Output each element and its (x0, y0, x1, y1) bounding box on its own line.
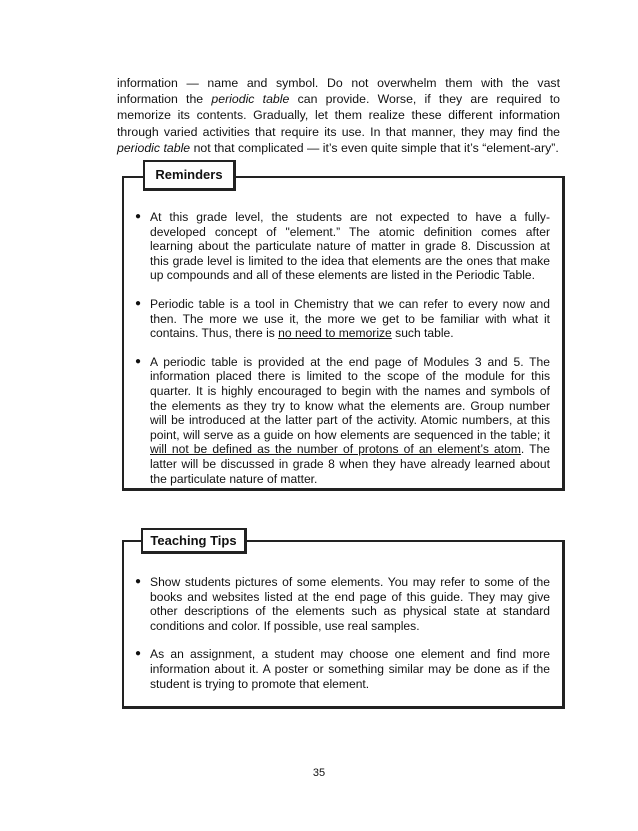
intro-paragraph (117, 75, 560, 156)
reminders-item-3-underlined: will not be defined as the number of protons of an element’s atom (150, 442, 521, 457)
intro-text-1: information — name and symbol. Do not overwhelm them with the vast information the (117, 76, 560, 107)
intro-italic-2: periodic table (117, 140, 191, 155)
page-number: 35 (312, 767, 326, 779)
intro-text-3: not that complicated — it’s even quite simple that it’s “element-ary”. (190, 140, 559, 155)
reminders-item-2-text-before: Periodic table is a tool in Chemistry that we can refer to every now and then. The more we use it, the more we get to be familiar with what it contains. Thus, there is (150, 296, 550, 341)
reminders-item-3-text-after: . The latter will be discussed in grade 8 when they have already learned about the particulate nature of matter. (150, 442, 550, 486)
teaching-tips-item-1-text: Show students pictures of some elements. You may refer to some of the books and websites listed at the end page of this guide. They may give other descriptions of the elements such as physical state at standard conditions and color. If possible, use real samples. (150, 575, 550, 633)
reminders-item-2 (124, 297, 562, 341)
teaching-tips-item-2 (124, 647, 562, 691)
reminders-item-1-text: At this grade level, the students are not expected to have a fully-developed concept of "element.” The atomic definition comes after learning about the particulate nature of matter in grade 8. Discussion at this grade level is limited to the idea that elements are the ones that make up compounds and all of these elements are listed in the Periodic Table. (150, 210, 550, 283)
reminders-title (143, 160, 236, 191)
reminders-box (122, 176, 565, 491)
reminders-item-3-text-before: A periodic table is provided at the end page of Modules 3 and 5. The information placed there is limited to the scope of the module for this quarter. It is highly encouraged to begin with the names and symbols of the elements as they try to know what the elements are. Group number will be introduced at the latter part of the activity. Atomic numbers, at this point, will serve as a guide on how elements are sequenced in the table; it (150, 354, 550, 442)
teaching-tips-box (122, 540, 565, 709)
teaching-tips-item-1 (124, 575, 562, 633)
bullet-icon: ● (135, 355, 142, 367)
teaching-tips-title-text: Teaching Tips (150, 533, 237, 548)
intro-text-2: can provide. Worse, if they are required to memorize its contents. Gradually, let them realize these different information through varied activities that require its use. In that manner, they may find the (117, 92, 561, 139)
reminders-title-text: Reminders (155, 167, 223, 182)
bullet-icon: ● (135, 297, 142, 309)
bullet-icon: ● (135, 648, 142, 660)
reminders-item-2-text-after: such table. (391, 326, 454, 341)
teaching-tips-list (124, 542, 562, 691)
reminders-item-3 (124, 355, 562, 486)
reminders-item-2-underlined: no need to memorize (278, 326, 392, 341)
reminders-list (124, 178, 562, 486)
teaching-tips-item-2-text: As an assignment, a student may choose one element and find more information about it. A poster or something similar may be done as if the student is trying to promote that element. (150, 647, 550, 691)
reminders-item-1 (124, 210, 562, 283)
intro-italic-1: periodic table (211, 92, 290, 107)
teaching-tips-title (141, 528, 247, 554)
bullet-icon: ● (135, 211, 142, 222)
bullet-icon: ● (135, 576, 142, 587)
